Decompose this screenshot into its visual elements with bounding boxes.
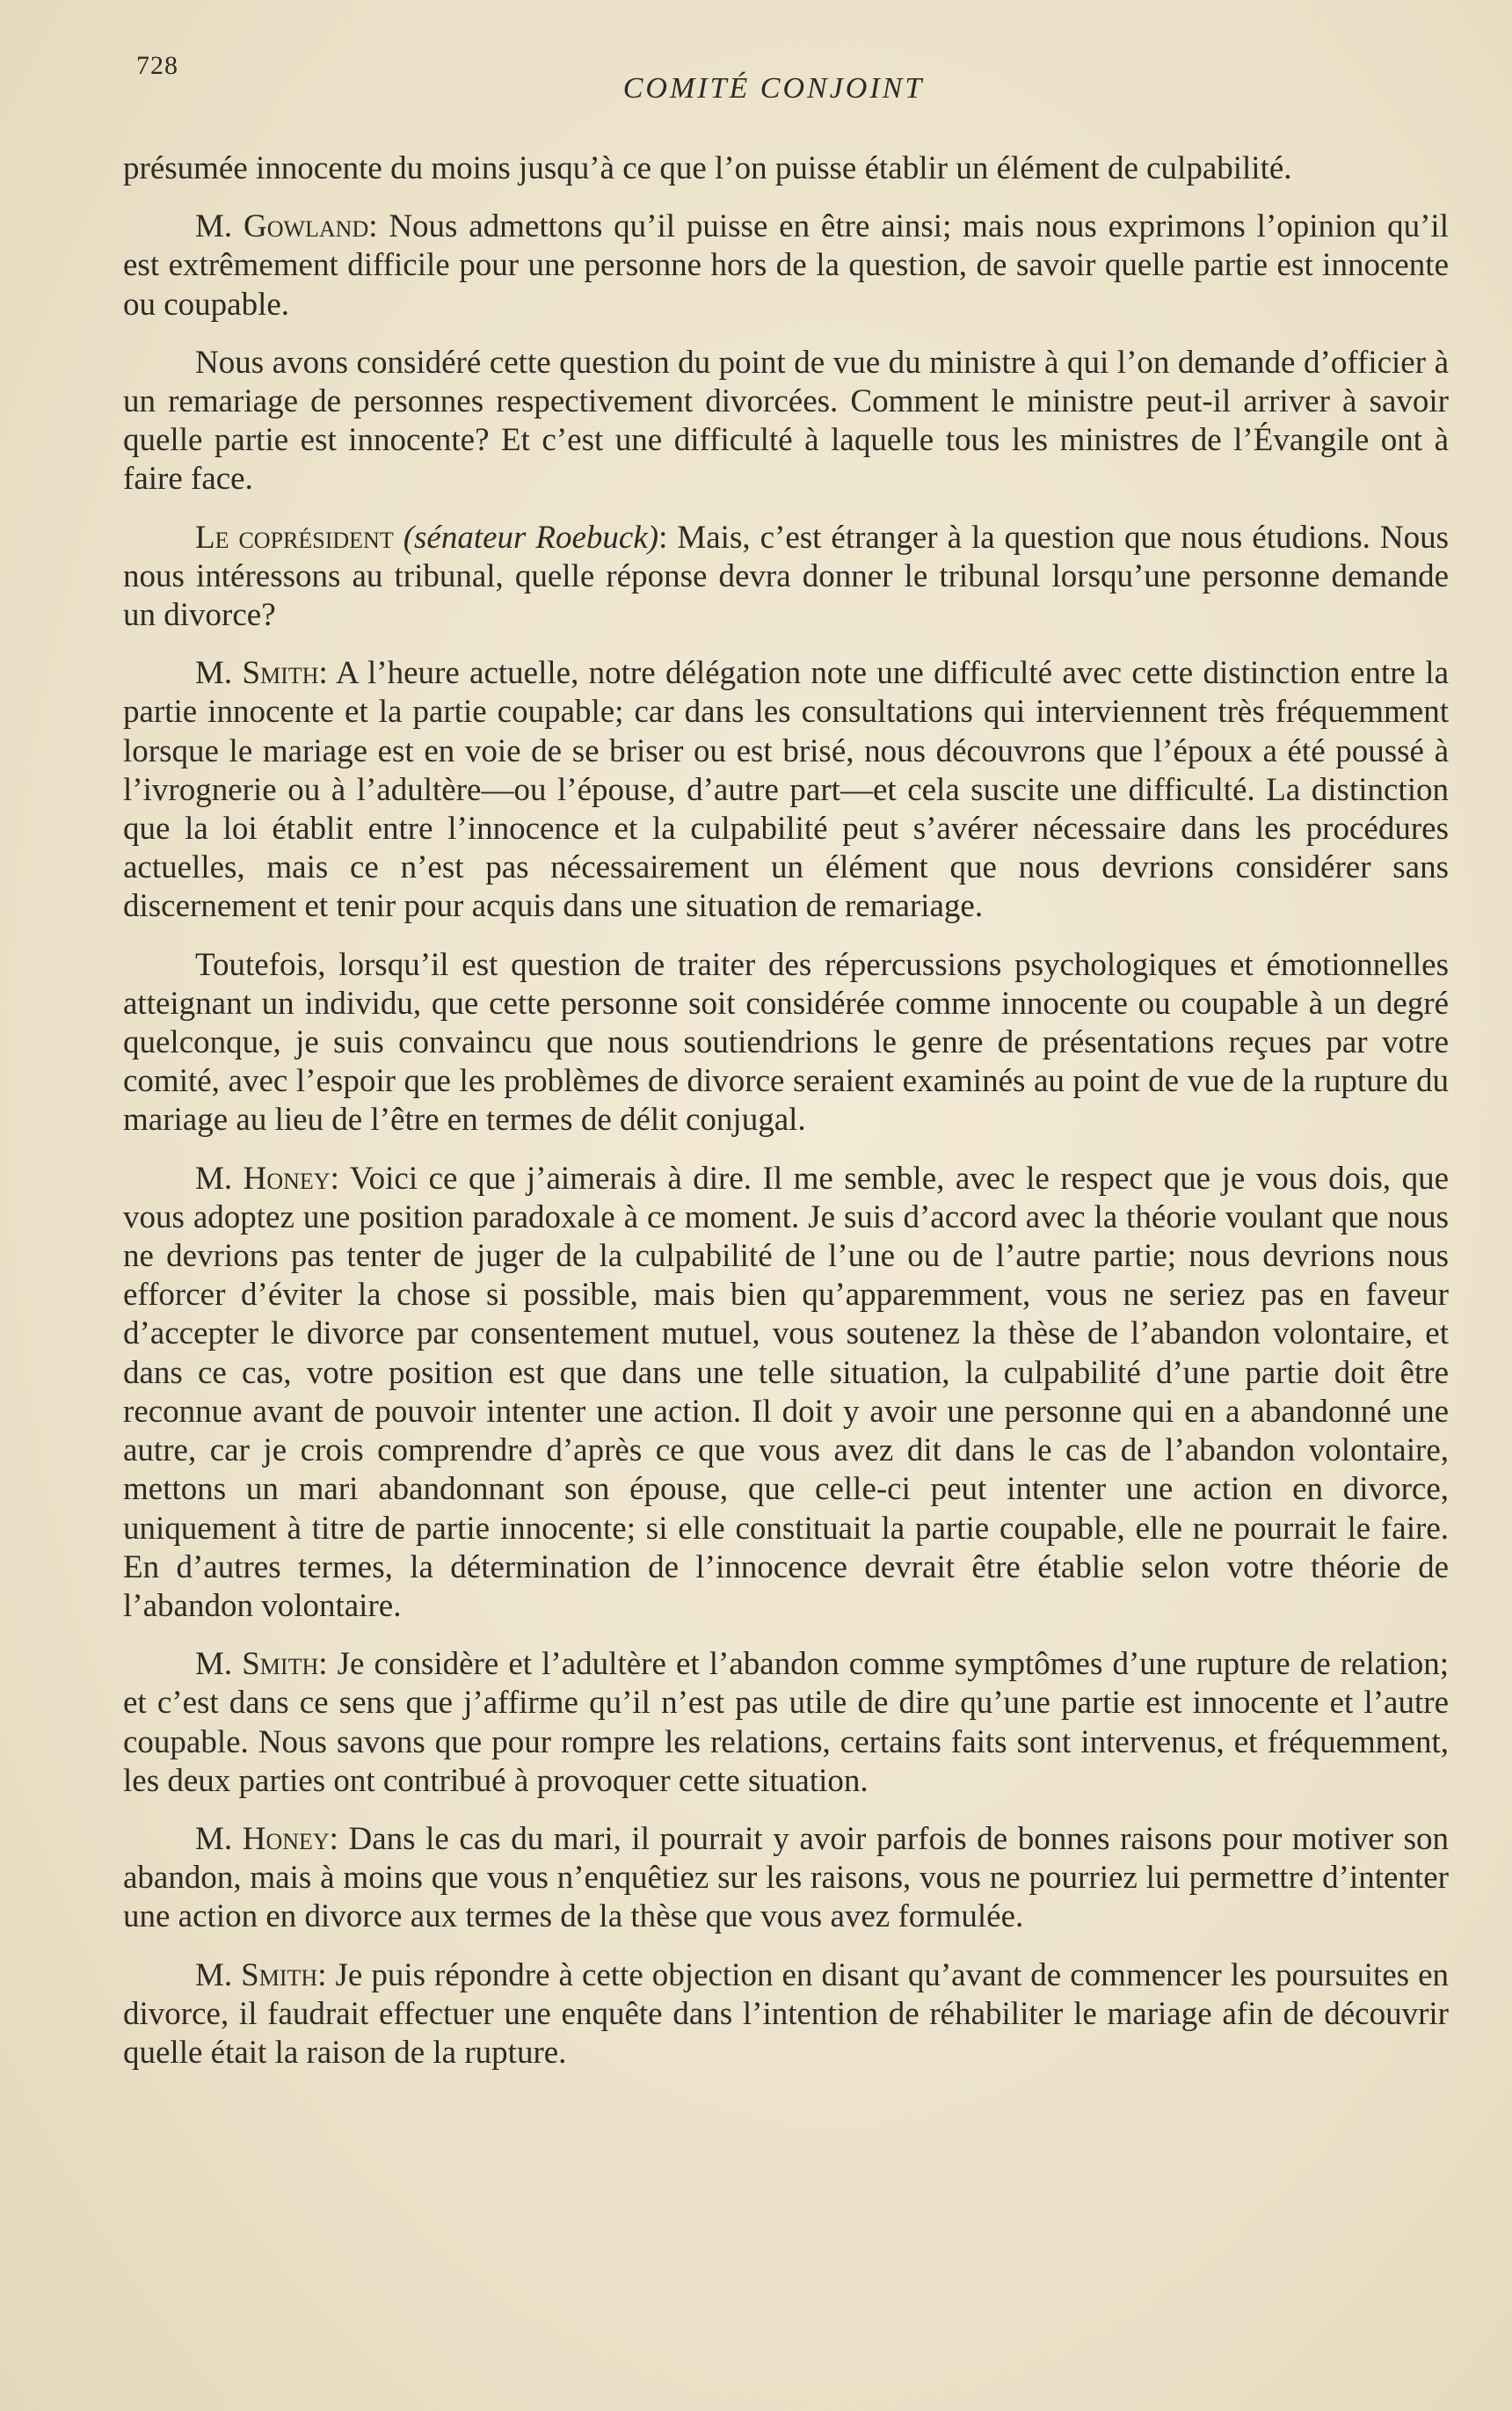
paragraph-text: : Je puis répondre à cette objection en disant qu’avant de commencer les poursuites en divorce, il faudrait effectuer une enquête dans l’intention de réhabiliter le mariage afin de découvrir quelle était la raison de la rupture. (123, 1956, 1449, 2071)
paragraph (123, 344, 1449, 499)
paragraph-text: Toutefois, lorsqu’il est question de traiter des répercussions psychologiques et émotionnelles atteignant un individu, que cette personne soit considérée comme innocente ou coupable à un degré quelconque, je suis convaincu que nous soutiendrions le genre de présentations reçues par votre comité, avec l’espoir que les problèmes de divorce seraient examinés au point de vue de la rupture du mariage au lieu de l’être en termes de délit conjugal. (123, 946, 1449, 1139)
speaker-name: M. Gowland (195, 208, 369, 245)
paragraph-text: : Mais, c’est étranger à la question que nous étudions. Nous nous intéressons au tribunal, quelle réponse devra donner le tribunal lorsqu’une personne demande un divorce? (123, 519, 1450, 634)
paragraph-text: : Dans le cas du mari, il pourrait y avoir parfois de bonnes raisons pour motiver son abandon, mais à moins que vous n’enquêtiez sur les raisons, vous ne pourriez lui permettre d’intenter une action en divorce aux termes de la thèse que vous avez formulée. (123, 1820, 1449, 1935)
paragraph-text: : Je considère et l’adultère et l’abandon comme symptômes d’une rupture de relation; et c’est dans ce sens que j’affirme qu’il n’est pas utile de dire qu’une partie est innocente et l’autre coupable. Nous savons que pour rompre les relations, certains faits sont intervenus, et fréquemment, les deux parties ont contribué à provoquer cette situation. (123, 1646, 1449, 1799)
page-number: 728 (136, 51, 178, 80)
speaker-name: M. Honey (195, 1160, 331, 1197)
paragraph-text: présumée innocente du moins jusqu’à ce que l’on puisse établir un élément de culpabilité. (123, 150, 1292, 186)
speaker-note: (sénateur Roebuck) (403, 519, 659, 556)
paragraph (123, 208, 1449, 324)
paragraph (123, 519, 1449, 636)
paragraph (123, 1645, 1449, 1801)
speaker-name: Le coprésident (195, 519, 394, 556)
page-body (123, 149, 1449, 2092)
paragraph-text: : Nous admettons qu’il puisse en être ainsi; mais nous exprimons l’opinion qu’il est extrêmement difficile pour une personne hors de la question, de savoir quelle partie est innocente ou coupable. (123, 208, 1449, 323)
speaker-name: M. Smith (195, 655, 319, 692)
speaker-name: M. Smith (195, 1956, 318, 1993)
speaker-name: M. Honey (195, 1820, 330, 1857)
paragraph (123, 946, 1449, 1140)
paragraph-text: : A l’heure actuelle, notre délégation note une difficulté avec cette distinction entre la partie innocente et la partie coupable; car dans les consultations qui interviennent très fréquemment lorsque le mariage est en voie de se briser ou est brisé, nous découvrons que l’époux a été poussé à l’ivrognerie ou à l’adultère—ou l’épouse, d’autre part—et cela suscite une difficulté. La distinction que la loi établit entre l’innocence et la culpabilité peut s’avérer nécessaire dans les procédures actuelles, mais ce n’est pas nécessairement un élément que nous devrions considérer sans discernement et tenir pour acquis dans une situation de remariage. (123, 655, 1449, 925)
running-head-title: COMITÉ CONJOINT (622, 72, 925, 105)
paragraph (123, 1160, 1449, 1626)
paragraph-text: : Voici ce que j’aimerais à dire. Il me semble, avec le respect que je vous dois, que vous adoptez une position paradoxale à ce moment. Je suis d’accord avec la théorie voulant que nous ne devrions pas tenter de juger de la culpabilité de l’une ou de l’autre partie; nous devrions nous efforcer d’éviter la chose si possible, mais bien qu’apparemment, vous ne seriez pas en faveur d’accepter le divorce par consentement mutuel, vous soutenez la thèse de l’abandon volontaire, et dans ce cas, votre position est que dans une telle situation, la culpabilité d’une partie doit être reconnue avant de pouvoir intenter une action. Il doit y avoir une personne qui en a abandonné une autre, car je crois comprendre d’après ce que vous avez dit dans le cas de l’abandon volontaire, mettons un mari abandonnant son épouse, que celle-ci peut intenter une action en divorce, uniquement à titre de partie innocente; si elle constituait la partie coupable, elle ne pourrait le faire. En d’autres termes, la détermination de l’innocence devrait être établie selon votre théorie de l’abandon volontaire. (123, 1160, 1449, 1624)
paragraph (123, 149, 1449, 188)
speaker-name: M. Smith (195, 1646, 319, 1683)
paragraph (123, 1956, 1449, 2073)
paragraph (123, 1820, 1449, 1937)
paragraph-text: Nous avons considéré cette question du point de vue du ministre à qui l’on demande d’officier à un remariage de personnes respectivement divorcées. Comment le ministre peut-il arriver à savoir quelle partie est innocente? Et c’est une difficulté à laquelle tous les ministres de l’Évangile ont à faire face. (123, 344, 1449, 498)
paragraph (123, 654, 1449, 926)
